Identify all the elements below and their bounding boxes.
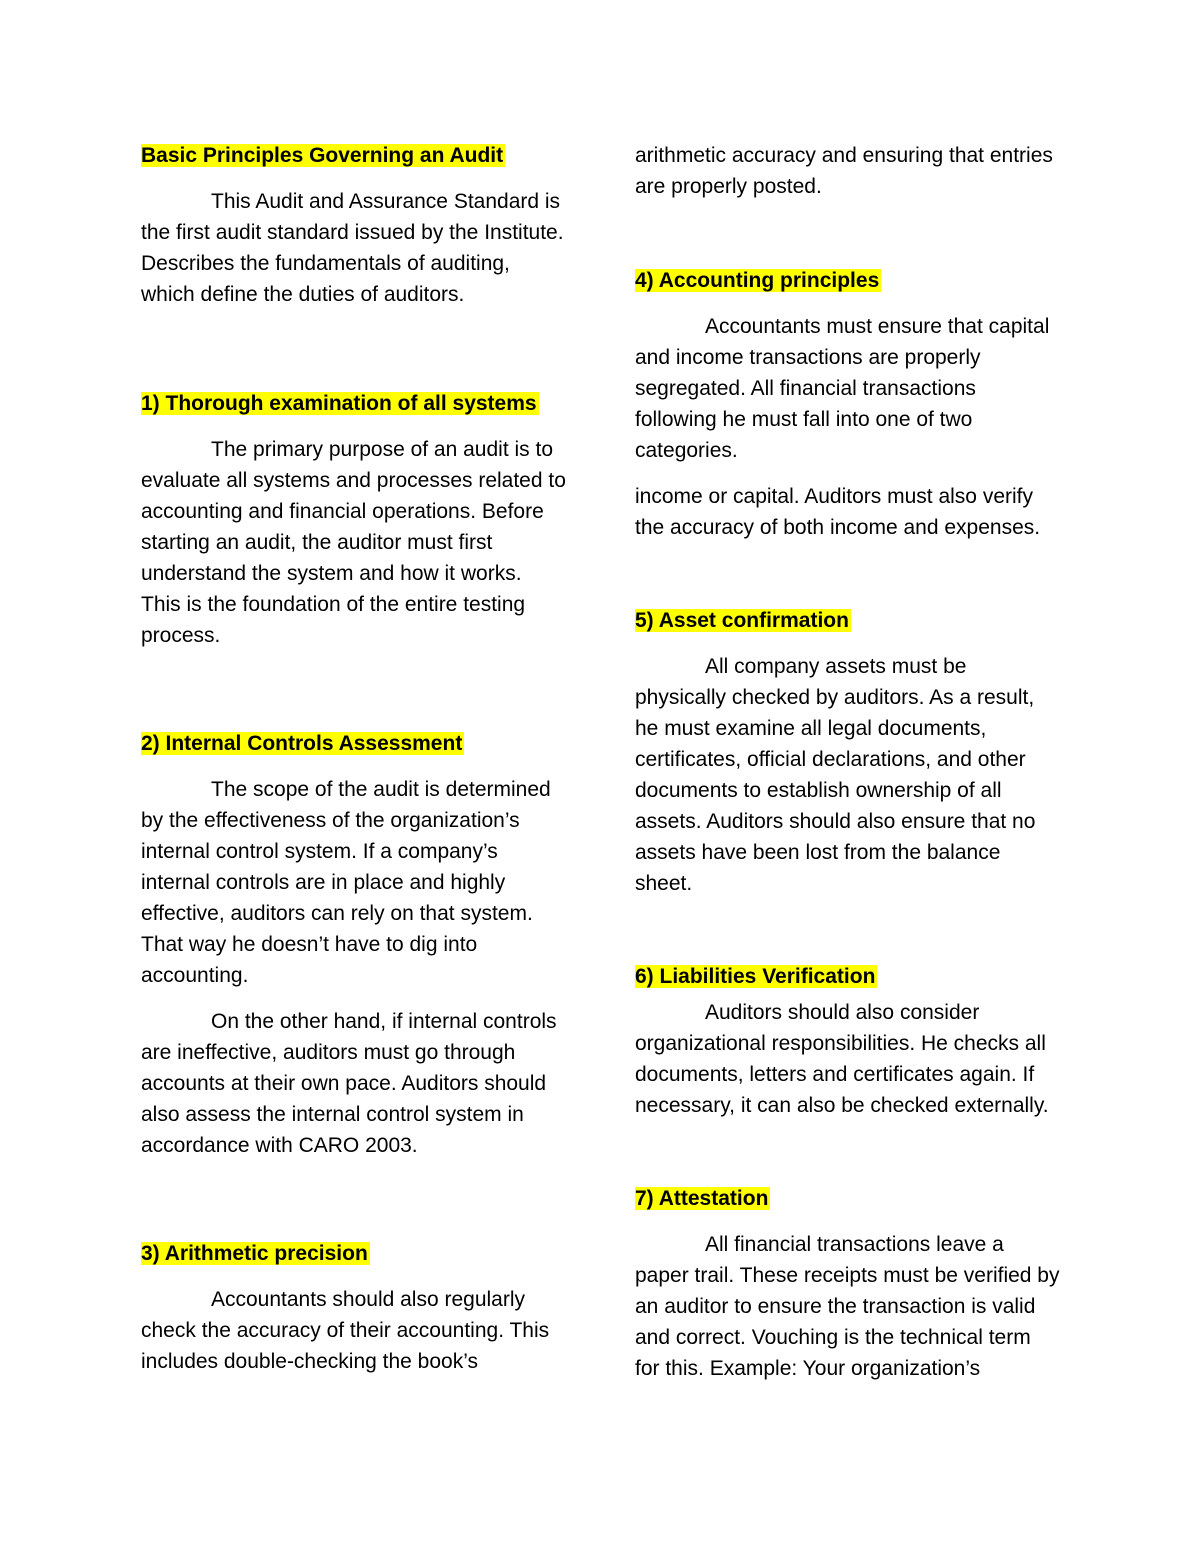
- section-3-continuation: arithmetic accuracy and ensuring that entries are properly posted.: [635, 144, 1053, 198]
- section-2-paragraph-2: On the other hand, if internal controls are ineffective, auditors must go through accounts at their own pace. Auditors should also assess the internal control system in accordance with CARO 2003.: [141, 1010, 557, 1157]
- right-column: [635, 140, 1060, 1384]
- section-4-heading: 4) Accounting principles: [635, 269, 880, 292]
- section-6-paragraph: Auditors should also consider organizational responsibilities. He checks all documents, letters and certificates again. If necessary, it can also be checked externally.: [635, 1001, 1049, 1117]
- section-5-paragraph: All company assets must be physically checked by auditors. As a result, he must examine all legal documents, certificates, official declarations, and other documents to establish ownership of all assets. Auditors should also ensure that no assets have been lost from the balance sheet.: [635, 655, 1036, 895]
- section-5-heading: 5) Asset confirmation: [635, 609, 849, 632]
- section-1-heading: 1) Thorough examination of all systems: [141, 392, 537, 415]
- section-6-heading: 6) Liabilities Verification: [635, 965, 876, 988]
- document-title: Basic Principles Governing an Audit: [141, 144, 504, 167]
- section-3-heading: 3) Arithmetic precision: [141, 1242, 368, 1265]
- section-2-paragraph-1: The scope of the audit is determined by the effectiveness of the organization’s internal control system. If a company’s internal controls are in place and highly effective, auditors can rely on that system. That way he doesn’t have to dig into accounting.: [141, 778, 551, 987]
- left-column: [141, 140, 566, 1377]
- section-4-paragraph-1: Accountants must ensure that capital and income transactions are properly segregated. All financial transactions following he must fall into one of two categories.: [635, 315, 1050, 462]
- section-4-paragraph-2: income or capital. Auditors must also verify the accuracy of both income and expenses.: [635, 485, 1041, 539]
- section-3-paragraph: Accountants should also regularly check the accuracy of their accounting. This includes double-checking the book’s: [141, 1288, 550, 1373]
- section-1-paragraph: The primary purpose of an audit is to evaluate all systems and processes related to accounting and financial operations. Before starting an audit, the auditor must first understand the system and how it works. This is the foundation of the entire testing process.: [141, 438, 566, 647]
- section-7-heading: 7) Attestation: [635, 1187, 769, 1210]
- intro-paragraph: This Audit and Assurance Standard is the first audit standard issued by the Institute. Describes the fundamentals of auditing, which define the duties of auditors.: [141, 190, 564, 306]
- section-7-paragraph: All financial transactions leave a paper trail. These receipts must be verified by an auditor to ensure the transaction is valid and correct. Vouching is the technical term for this. Example: Your organization’s: [635, 1233, 1060, 1380]
- section-2-heading: 2) Internal Controls Assessment: [141, 732, 463, 755]
